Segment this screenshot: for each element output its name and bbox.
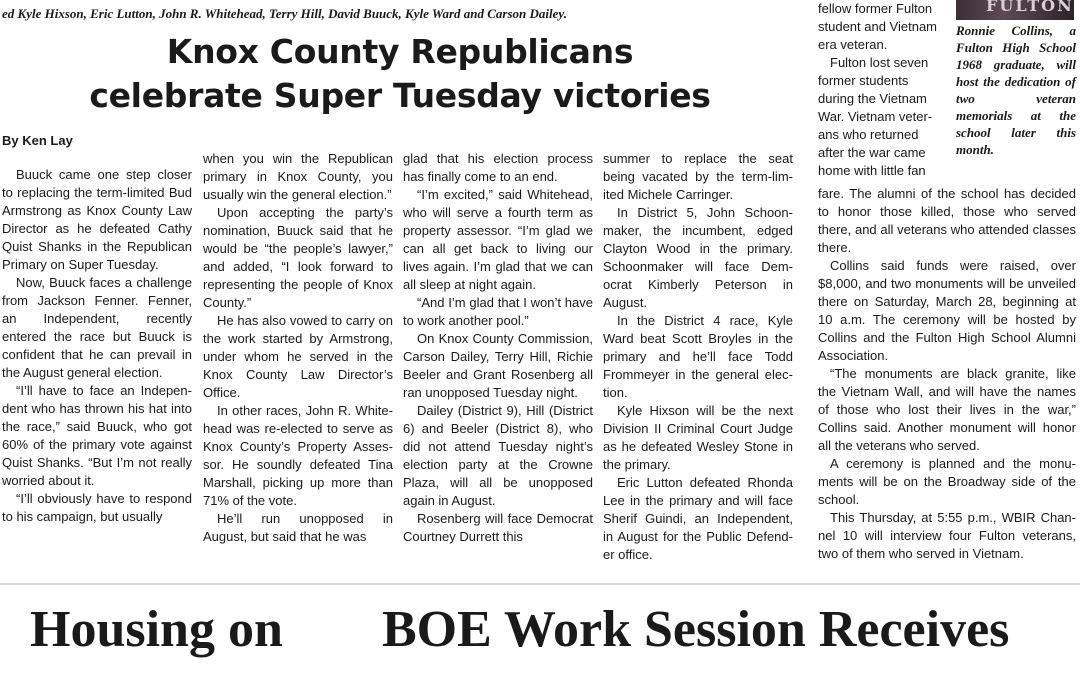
photo-caption-top: ed Kyle Hixson, Eric Lutton, John R. Whitehead, Terry Hill, David Buuck, Kyle Ward and Carson Dailey. [2, 6, 567, 21]
paragraph: He’ll run unopposed in August, but said that he was [203, 511, 393, 544]
paragraph: This Thursday, at 5:55 p.m., WBIR Channel 10 will interview four Fulton veterans, two of them who served in Vietnam. [818, 510, 1076, 561]
paragraph: “The monuments are black granite, like the Vietnam Wall, and will have the names of those who lost their lives in the war,” Collins said. Another monument will honor all the veterans who served. [818, 366, 1076, 453]
paragraph: when you win the Republican primary in Knox County, you usually win the general election.” [203, 151, 393, 202]
paragraph: Upon accepting the party’s nomination, Buuck said that he would be “the people’s lawyer,” and added, “I look forward to representing the people of Knox County.” [203, 205, 393, 310]
headline-line-2: celebrate Super Tuesday victories [89, 76, 711, 115]
headline [0, 30, 800, 118]
headline-housing: Housing on [30, 601, 283, 658]
paragraph: Now, Buuck faces a challenge from Jackson Fenner. Fenner, an Independent, recently entered the race but Buuck is confident that he can prevail in the August general election. [2, 275, 192, 380]
paragraph: fellow former Fulton student and Vietnam era veteran. [818, 1, 938, 52]
paragraph: On Knox County Commission, Carson Dailey, Terry Hill, Richie Beeler and Grant Rosenberg all ran unopposed Tuesday night. [403, 331, 593, 400]
headline-boe-work-session: BOE Work Session Receives [382, 601, 1010, 658]
photo-sign-text: FULTON [986, 0, 1074, 15]
paragraph: In the District 4 race, Kyle Ward beat Scott Broyles in the primary and he’ll face Todd Frommeyer in the general election. [603, 313, 793, 400]
paragraph: fare. The alumni of the school has decided to honor those killed, those who served there, and all veterans who attended classes there. [818, 186, 1076, 255]
paragraph: In other races, John R. Whitehead was re-elected to serve as Knox County’s Property Assessor. He soundly defeated Tina Marshall, picking up more than 71% of the vote. [203, 403, 393, 508]
article-column-3 [403, 150, 593, 570]
paragraph: “I’ll obviously have to respond to his campaign, but usually [2, 491, 192, 524]
paragraph: “I’ll have to face an Independent who has thrown his hat into the race,” said Buuck, who got 60% of the primary vote against Quist Shanks. “But I’m not really worried about it. [2, 383, 192, 488]
paragraph: Fulton lost seven former students during the Vietnam War. Vietnam veterans who returned after the war came home with little fan [818, 55, 933, 178]
article-column-2 [203, 150, 393, 570]
paragraph: Eric Lutton defeated Rhonda Lee in the primary and will face Sherif Guindi, an Independent, in August for the Public Defender office. [603, 475, 793, 562]
paragraph: He has also vowed to carry on the work started by Armstrong, under whom he served in the Knox County Law Director’s Office. [203, 313, 393, 400]
section-divider [0, 583, 1080, 585]
photo-ronnie-collins [956, 0, 1074, 20]
paragraph: In District 5, John Schoonmaker, the incumbent, edged Clayton Wood in the primary. Schoonmaker will face Democrat Kimberly Peterson in August. [603, 205, 793, 310]
paragraph: Collins said funds were raised, over $8,000, and two monuments will be unveiled there on Saturday, March 28, beginning at 10 a.m. The ceremony will be hosted by Collins and the Fulton High School Alumni Association. [818, 258, 1076, 363]
paragraph: Rosenberg will face Democrat Courtney Durrett this [403, 511, 593, 544]
paragraph: glad that his election process has finally come to an end. [403, 151, 593, 184]
paragraph: A ceremony is planned and the monuments will be on the Broadway side of the school. [818, 456, 1076, 507]
headline-line-1: Knox County Republicans [166, 32, 634, 71]
veterans-article-wide [818, 185, 1076, 565]
paragraph: Dailey (District 9), Hill (District 6) and Beeler (District 8), who did not attend Tuesday night’s election party at the Crowne Plaza, will all be unopposed again in August. [403, 403, 593, 508]
article-column-4 [603, 150, 793, 570]
paragraph: Kyle Hixson will be the next Division II Criminal Court Judge as he defeated Wesley Stone in the primary. [603, 403, 793, 472]
article-column-1 [2, 166, 192, 586]
paragraph: Buuck came one step closer to replacing the term-limited Bud Armstrong as Knox County Law Director as he defeated Cathy Quist Shanks in the Republican Primary on Super Tuesday. [2, 167, 192, 272]
veterans-article-narrow [818, 0, 942, 185]
byline: By Ken Lay [2, 133, 73, 148]
paragraph: “I’m excited,” said Whitehead, who will serve a fourth term as property assessor. “I’m glad we can all get back to living our lives again. I’m glad that we can all sleep at night again. [403, 187, 593, 292]
paragraph: “And I’m glad that I won’t have to work another pool.” [403, 295, 593, 328]
paragraph: summer to replace the seat being vacated by the term-limited Michele Carringer. [603, 151, 793, 202]
photo-caption: Ronnie Collins, a Fulton High School 1968 graduate, will host the dedication of two veteran memorials at the school later this month. [956, 23, 1076, 157]
